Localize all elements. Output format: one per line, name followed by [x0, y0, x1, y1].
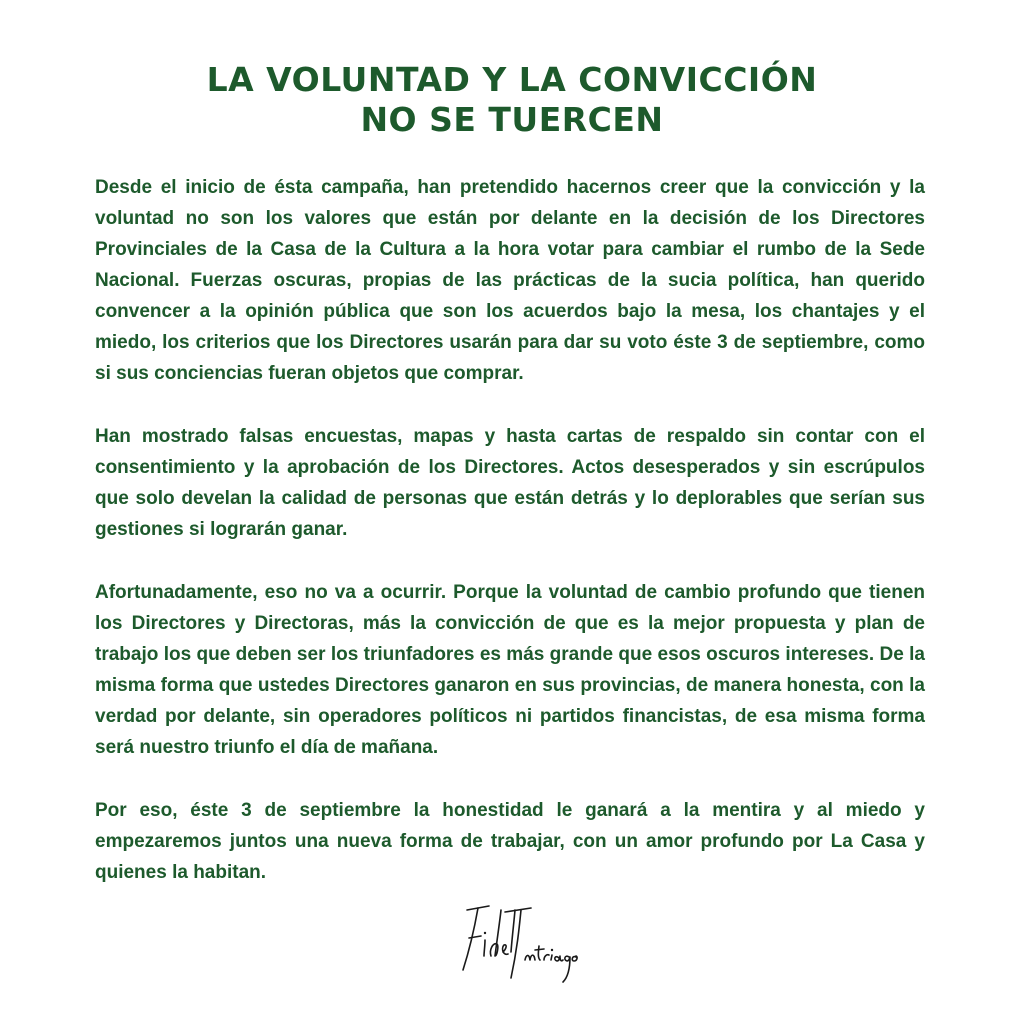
handwritten-signature-icon: [445, 900, 585, 990]
document-body: [95, 172, 925, 920]
paragraph-2: Han mostrado falsas encuestas, mapas y hasta cartas de respaldo sin contar con el consentimiento y la aprobación de los Directores. Actos desesperados y sin escrúpulos que solo develan la calidad de personas que están detrás y lo deplorables que serían sus gestiones si lograrán ganar.: [95, 426, 925, 540]
paragraph-1: Desde el inicio de ésta campaña, han pretendido hacernos creer que la convicción y la voluntad no son los valores que están por delante en la decisión de los Directores Provinciales de la Casa de la Cultura a la hora votar para cambiar el rumbo de la Sede Nacional. Fuerzas oscuras, propias de las prácticas de la sucia política, han querido convencer a la opinión pública que son los acuerdos bajo la mesa, los chantajes y el miedo, los criterios que los Directores usarán para dar su voto éste 3 de septiembre, como si sus conciencias fueran objetos que comprar.: [95, 177, 925, 384]
document-title: [0, 60, 1024, 140]
paragraph-3: Afortunadamente, eso no va a ocurrir. Porque la voluntad de cambio profundo que tienen los Directores y Directoras, más la convicción de que es la mejor propuesta y plan de trabajo los que deben ser los triunfadores es más grande que esos oscuros intereses. De la misma forma que ustedes Directores ganaron en sus provincias, de manera honesta, con la verdad por delante, sin operadores políticos ni partidos financistas, de esa misma forma será nuestro triunfo el día de mañana.: [95, 582, 925, 758]
title-line-1: LA VOLUNTAD Y LA CONVICCIÓN: [206, 60, 818, 99]
title-line-2: NO SE TUERCEN: [360, 100, 664, 139]
paragraph-4: Por eso, éste 3 de septiembre la honestidad le ganará a la mentira y al miedo y empezaremos juntos una nueva forma de trabajar, con un amor profundo por La Casa y quienes la habitan.: [95, 800, 925, 883]
